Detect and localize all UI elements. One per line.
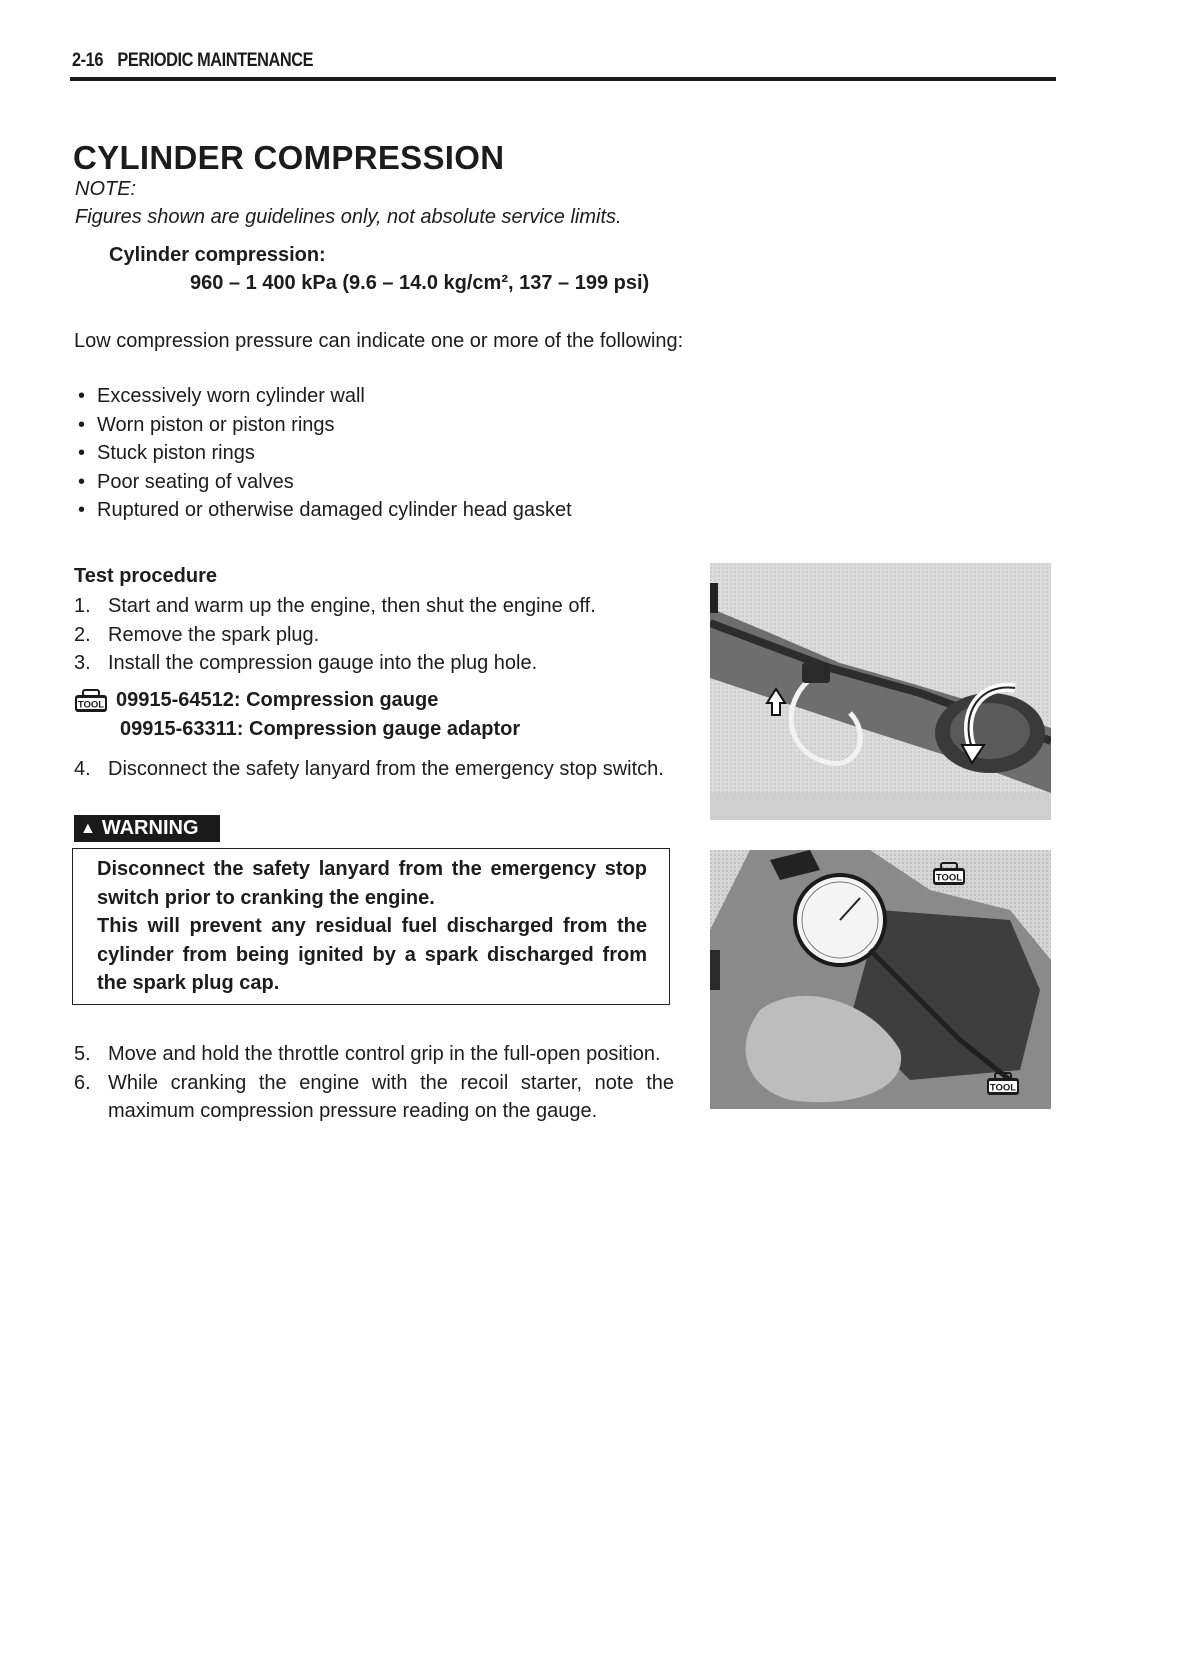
tool-icon	[932, 862, 966, 886]
procedure-heading: Test procedure	[74, 565, 217, 587]
tool-text: 09915-64512: Compression gauge	[116, 689, 439, 711]
list-item: • Ruptured or otherwise damaged cylinder head gasket	[74, 496, 572, 525]
tool-icon	[74, 689, 108, 713]
section-title: PERIODIC MAINTENANCE	[117, 50, 314, 71]
spec-value: 960 – 1 400 kPa (9.6 – 14.0 kg/cm², 137 – 199 psi)	[190, 272, 650, 294]
step-item	[74, 1069, 674, 1126]
tool-icon-text: TOOL	[989, 1082, 1017, 1094]
step-item	[74, 592, 692, 621]
step-number: 1.	[74, 595, 91, 617]
tool-icon	[986, 1072, 1020, 1096]
warning-icon: ▲	[80, 819, 96, 837]
procedure-steps-continued	[74, 1040, 674, 1126]
note-text: Figures shown are guidelines only, not absolute service limits.	[75, 206, 622, 228]
tool-item	[74, 686, 520, 715]
spec-label: Cylinder compression:	[109, 244, 326, 266]
step-text: Disconnect the safety lanyard from the emergency stop switch.	[108, 758, 664, 780]
step-item	[74, 649, 692, 678]
step-item	[74, 1040, 674, 1069]
warning-text: This will prevent any residual fuel discharged from the cylinder from being ignited by a spark discharged from the spark plug cap.	[97, 915, 647, 994]
warning-label	[74, 815, 220, 842]
procedure-steps	[74, 592, 692, 678]
step-number: 5.	[74, 1043, 91, 1065]
step-number: 2.	[74, 623, 91, 646]
warning-text: Disconnect the safety lanyard from the emergency stop switch prior to cranking the engine.	[97, 858, 647, 909]
step-number: 4.	[74, 758, 91, 780]
procedure-step-4	[74, 755, 674, 784]
tool-text: 09915-63311: Compression gauge adaptor	[120, 718, 521, 740]
page-header	[72, 50, 313, 72]
step-item	[74, 755, 674, 784]
page-number: 2-16	[72, 50, 103, 71]
step-number: 6.	[74, 1071, 91, 1094]
cause-list	[74, 382, 572, 525]
list-item: • Poor seating of valves	[74, 468, 572, 497]
step-text: Install the compression gauge into the plug hole.	[108, 652, 538, 674]
step-text: Remove the spark plug.	[108, 623, 320, 646]
warning-label-text: WARNING	[101, 817, 199, 839]
warning-box	[72, 848, 670, 1005]
step-text: Start and warm up the engine, then shut the engine off.	[108, 595, 596, 617]
tool-icon-text: TOOL	[77, 699, 105, 710]
tool-item	[74, 715, 520, 744]
step-text: Move and hold the throttle control grip in the full-open position.	[108, 1043, 661, 1065]
list-item: • Worn piston or piston rings	[74, 411, 572, 440]
step-item	[74, 621, 692, 650]
header-rule	[70, 77, 1056, 81]
list-item: • Stuck piston rings	[74, 439, 572, 468]
note-label: NOTE:	[75, 178, 137, 200]
page-title: CYLINDER COMPRESSION	[73, 139, 505, 176]
tool-list	[74, 686, 520, 744]
compression-gauge-photo	[710, 850, 1051, 1109]
tool-icon-text: TOOL	[935, 872, 963, 884]
step-text: While cranking the engine with the recoil starter, note the maximum compression pressure reading on the gauge.	[108, 1071, 674, 1122]
throttle-grip-photo	[710, 563, 1051, 820]
intro-text: Low compression pressure can indicate one or more of the following:	[74, 330, 684, 352]
list-item: • Excessively worn cylinder wall	[74, 382, 572, 411]
step-number: 3.	[74, 652, 91, 674]
